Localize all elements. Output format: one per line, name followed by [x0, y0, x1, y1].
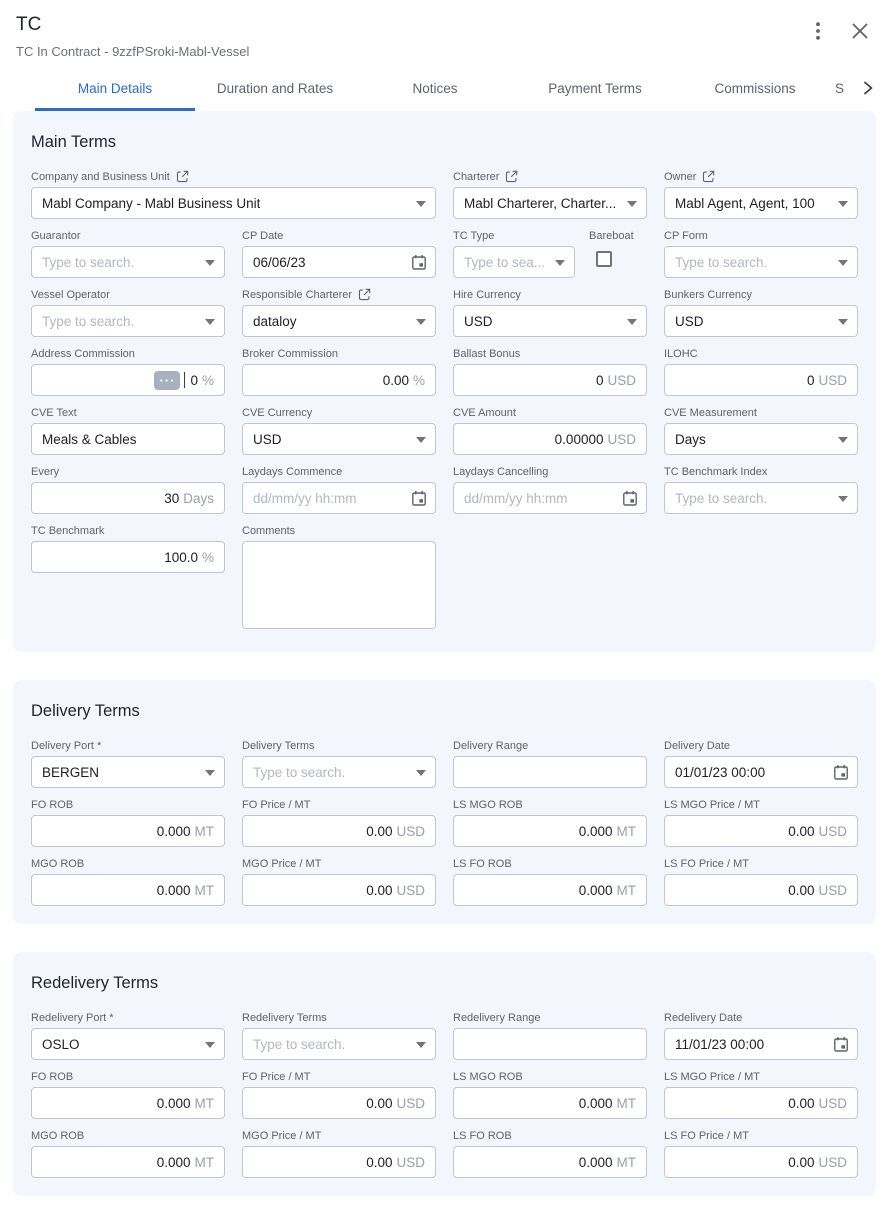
field-delivery-fo-rob — [31, 798, 225, 847]
address-commission-label: Address Commission — [31, 347, 135, 360]
fo-price-label: FO Price / MT — [242, 1070, 311, 1083]
cp-date-input[interactable]: 06/06/23 — [242, 246, 436, 278]
cve-amount-input[interactable]: 0.00000 USD — [453, 423, 647, 455]
delivery-range-label: Delivery Range — [453, 739, 529, 752]
field-delivery-date — [664, 739, 858, 788]
redelivery-mgo-rob-input[interactable]: 0.000 MT — [31, 1146, 225, 1178]
comments-label: Comments — [242, 524, 296, 537]
tc-benchmark-label: TC Benchmark — [31, 524, 105, 537]
fo-price-label: FO Price / MT — [242, 798, 311, 811]
ilohc-input[interactable]: 0 USD — [664, 364, 858, 396]
field-delivery-terms — [242, 739, 436, 788]
delivery-ls-mgo-rob-input[interactable]: 0.000 MT — [453, 815, 647, 847]
field-laydays-cancelling — [453, 465, 647, 514]
field-redelivery-ls-mgo-price — [664, 1070, 858, 1119]
chevron-down-icon — [627, 201, 637, 207]
field-delivery-ls-mgo-rob — [453, 798, 647, 847]
bunkers-currency-label: Bunkers Currency — [664, 288, 753, 301]
calendar-icon[interactable] — [622, 490, 638, 507]
field-redelivery-port — [31, 1011, 225, 1060]
field-company-and-business-unit — [31, 170, 436, 219]
cve-measurement-label: CVE Measurement — [664, 406, 757, 419]
broker-commission-label: Broker Commission — [242, 347, 338, 360]
field-hire-currency — [453, 288, 647, 337]
charterer-label: Charterer — [453, 170, 500, 183]
tab-overflow-partial[interactable]: S — [835, 81, 845, 96]
section-title-delivery-terms: Delivery Terms — [31, 702, 140, 720]
external-link-icon[interactable] — [358, 288, 371, 301]
redelivery-range-label: Redelivery Range — [453, 1011, 541, 1024]
kebab-menu-icon[interactable] — [805, 18, 831, 44]
chevron-down-icon — [838, 496, 848, 502]
delivery-ls-fo-rob-input[interactable]: 0.000 MT — [453, 874, 647, 906]
field-bunkers-currency — [664, 288, 858, 337]
chevron-down-icon — [627, 319, 637, 325]
chevron-down-icon — [416, 201, 426, 207]
redelivery-terms-label: Redelivery Terms — [242, 1011, 327, 1024]
field-redelivery-ls-fo-price — [664, 1129, 858, 1178]
tab-main-details[interactable]: Main Details — [35, 75, 195, 111]
field-redelivery-fo-price — [242, 1070, 436, 1119]
field-tc-benchmark-index — [664, 465, 858, 514]
field-vessel-operator — [31, 288, 225, 337]
redelivery-date-input[interactable]: 11/01/23 00:00 — [664, 1028, 858, 1060]
calendar-icon[interactable] — [833, 1036, 849, 1053]
fo-rob-label: FO ROB — [31, 1070, 74, 1083]
chevron-down-icon — [838, 437, 848, 443]
tc-benchmark-index-select[interactable]: Type to search. — [664, 482, 858, 514]
delivery-date-input[interactable]: 01/01/23 00:00 — [664, 756, 858, 788]
field-redelivery-mgo-price — [242, 1129, 436, 1178]
chevron-down-icon — [838, 319, 848, 325]
bareboat-label: Bareboat — [589, 229, 634, 242]
cve-measurement-select[interactable]: Days — [664, 423, 858, 455]
responsible-charterer-label: Responsible Charterer — [242, 288, 353, 301]
redelivery-fo-rob-input[interactable]: 0.000 MT — [31, 1087, 225, 1119]
field-redelivery-date — [664, 1011, 858, 1060]
cp-form-select[interactable]: Type to search. — [664, 246, 858, 278]
calendar-icon[interactable] — [833, 764, 849, 781]
delivery-range-input[interactable] — [453, 756, 647, 788]
field-ilohc — [664, 347, 858, 396]
tab-notices[interactable]: Notices — [412, 81, 458, 96]
chevron-down-icon — [205, 319, 215, 325]
field-cp-form — [664, 229, 858, 278]
tc-type-select[interactable]: Type to sea... — [453, 246, 575, 278]
bunkers-currency-select[interactable]: USD — [664, 305, 858, 337]
redelivery-ls-fo-rob-input[interactable]: 0.000 MT — [453, 1146, 647, 1178]
chevron-down-icon — [416, 437, 426, 443]
delivery-ls-mgo-price-input[interactable]: 0.00 USD — [664, 815, 858, 847]
ls-mgo-price-label: LS MGO Price / MT — [664, 798, 760, 811]
delivery-mgo-rob-input[interactable]: 0.000 MT — [31, 874, 225, 906]
company-select[interactable]: Mabl Company - Mabl Business Unit — [31, 187, 436, 219]
every-input[interactable]: 30 Days — [31, 482, 225, 514]
mgo-rob-label: MGO ROB — [31, 857, 85, 870]
vessel-operator-select[interactable]: Type to search. — [31, 305, 225, 337]
field-charterer — [453, 170, 647, 219]
delivery-ls-fo-price-input[interactable]: 0.00 USD — [664, 874, 858, 906]
tab-commissions[interactable]: Commissions — [714, 81, 796, 96]
field-redelivery-mgo-rob — [31, 1129, 225, 1178]
mgo-price-label: MGO Price / MT — [242, 1129, 322, 1142]
hire-currency-label: Hire Currency — [453, 288, 521, 301]
ls-fo-price-label: LS FO Price / MT — [664, 1129, 749, 1142]
chevron-down-icon — [205, 260, 215, 266]
cve-currency-select[interactable]: USD — [242, 423, 436, 455]
page-title: TC — [16, 14, 42, 35]
field-ballast-bonus — [453, 347, 647, 396]
section-title-main-terms: Main Terms — [31, 133, 116, 151]
fo-rob-label: FO ROB — [31, 798, 74, 811]
field-tc-type-and-bareboat — [453, 229, 647, 278]
selected-text-pill: ··· — [154, 371, 180, 390]
delivery-mgo-price-input[interactable]: 0.00 USD — [242, 874, 436, 906]
delivery-fo-price-input[interactable]: 0.00 USD — [242, 815, 436, 847]
cp-date-label: CP Date — [242, 229, 284, 242]
chevron-down-icon — [416, 770, 426, 776]
delivery-date-label: Delivery Date — [664, 739, 731, 752]
ls-fo-rob-label: LS FO ROB — [453, 857, 512, 870]
field-cve-text — [31, 406, 225, 455]
field-broker-commission — [242, 347, 436, 396]
ls-mgo-rob-label: LS MGO ROB — [453, 1070, 523, 1083]
field-comments — [242, 524, 436, 634]
laydays-cancelling-label: Laydays Cancelling — [453, 465, 549, 478]
ls-fo-rob-label: LS FO ROB — [453, 1129, 512, 1142]
redelivery-ls-fo-price-input[interactable]: 0.00 USD — [664, 1146, 858, 1178]
field-delivery-mgo-rob — [31, 857, 225, 906]
field-laydays-commence — [242, 465, 436, 514]
redelivery-ls-mgo-price-input[interactable]: 0.00 USD — [664, 1087, 858, 1119]
redelivery-range-input[interactable] — [453, 1028, 647, 1060]
redelivery-date-label: Redelivery Date — [664, 1011, 743, 1024]
field-delivery-ls-fo-rob — [453, 857, 647, 906]
tc-type-label: TC Type — [453, 229, 495, 242]
cp-form-label: CP Form — [664, 229, 708, 242]
company-label: Company and Business Unit — [31, 170, 170, 183]
responsible-charterer-select[interactable]: dataloy — [242, 305, 436, 337]
chevron-down-icon — [838, 260, 848, 266]
charterer-select[interactable]: Mabl Charterer, Charter... — [453, 187, 647, 219]
field-redelivery-ls-fo-rob — [453, 1129, 647, 1178]
page-subtitle: TC In Contract - 9zzfPSroki-Mabl-Vessel — [16, 44, 250, 59]
section-delivery-terms — [13, 680, 876, 924]
field-tc-type — [453, 229, 575, 278]
tc-benchmark-index-label: TC Benchmark Index — [664, 465, 768, 478]
field-delivery-mgo-price — [242, 857, 436, 906]
cve-text-input[interactable]: Meals & Cables — [31, 423, 225, 455]
tab-duration-and-rates[interactable]: Duration and Rates — [216, 81, 334, 96]
owner-label: Owner — [664, 170, 697, 183]
external-link-icon[interactable] — [176, 170, 189, 183]
laydays-commence-input[interactable]: dd/mm/yy hh:mm — [242, 482, 436, 514]
laydays-commence-label: Laydays Commence — [242, 465, 343, 478]
delivery-port-select[interactable]: BERGEN — [31, 756, 225, 788]
field-delivery-ls-mgo-price — [664, 798, 858, 847]
dialog-header — [0, 0, 889, 59]
mgo-rob-label: MGO ROB — [31, 1129, 85, 1142]
owner-select[interactable]: Mabl Agent, Agent, 100 — [664, 187, 858, 219]
tab-payment-terms[interactable]: Payment Terms — [548, 81, 642, 96]
ls-mgo-price-label: LS MGO Price / MT — [664, 1070, 760, 1083]
tab-bar — [35, 75, 889, 111]
vessel-operator-label: Vessel Operator — [31, 288, 110, 301]
field-delivery-port — [31, 739, 225, 788]
redelivery-port-label: Redelivery Port * — [31, 1011, 114, 1024]
section-redelivery-terms — [13, 952, 876, 1196]
redelivery-terms-select[interactable]: Type to search. — [242, 1028, 436, 1060]
external-link-icon[interactable] — [702, 170, 715, 183]
chevron-down-icon — [838, 201, 848, 207]
laydays-cancelling-input[interactable]: dd/mm/yy hh:mm — [453, 482, 647, 514]
delivery-terms-select[interactable]: Type to search. — [242, 756, 436, 788]
field-redelivery-range — [453, 1011, 647, 1060]
field-cve-amount — [453, 406, 647, 455]
mgo-price-label: MGO Price / MT — [242, 857, 322, 870]
ls-fo-price-label: LS FO Price / MT — [664, 857, 749, 870]
hire-currency-select[interactable]: USD — [453, 305, 647, 337]
header-actions — [805, 18, 873, 44]
delivery-terms-label: Delivery Terms — [242, 739, 315, 752]
chevron-right-icon[interactable] — [855, 75, 881, 101]
field-redelivery-ls-mgo-rob — [453, 1070, 647, 1119]
chevron-down-icon — [416, 319, 426, 325]
field-cve-currency — [242, 406, 436, 455]
ilohc-label: ILOHC — [664, 347, 698, 360]
ls-mgo-rob-label: LS MGO ROB — [453, 798, 523, 811]
field-guarantor — [31, 229, 225, 278]
ballast-bonus-label: Ballast Bonus — [453, 347, 521, 360]
every-label: Every — [31, 465, 60, 478]
chevron-down-icon — [416, 1042, 426, 1048]
calendar-icon[interactable] — [411, 490, 427, 507]
redelivery-fo-price-input[interactable]: 0.00 USD — [242, 1087, 436, 1119]
field-bareboat — [589, 229, 647, 278]
tc-benchmark-input[interactable]: 100.0 % — [31, 541, 225, 573]
cve-currency-label: CVE Currency — [242, 406, 313, 419]
bareboat-checkbox[interactable] — [596, 251, 612, 267]
guarantor-select[interactable]: Type to search. — [31, 246, 225, 278]
field-delivery-range — [453, 739, 647, 788]
delivery-port-label: Delivery Port * — [31, 739, 102, 752]
field-redelivery-terms — [242, 1011, 436, 1060]
text-cursor — [184, 372, 185, 388]
field-responsible-charterer — [242, 288, 436, 337]
field-every — [31, 465, 225, 514]
external-link-icon[interactable] — [505, 170, 518, 183]
chevron-down-icon — [205, 770, 215, 776]
field-redelivery-fo-rob — [31, 1070, 225, 1119]
field-address-commission — [31, 347, 225, 396]
redelivery-ls-mgo-rob-input[interactable]: 0.000 MT — [453, 1087, 647, 1119]
field-delivery-fo-price — [242, 798, 436, 847]
chevron-down-icon — [555, 260, 565, 266]
delivery-fo-rob-input[interactable]: 0.000 MT — [31, 815, 225, 847]
field-cp-date — [242, 229, 436, 278]
field-tc-benchmark — [31, 524, 225, 634]
redelivery-port-select[interactable]: OSLO — [31, 1028, 225, 1060]
comments-textarea[interactable] — [242, 541, 436, 629]
field-delivery-ls-fo-price — [664, 857, 858, 906]
cve-amount-label: CVE Amount — [453, 406, 516, 419]
broker-commission-input[interactable]: 0.00 % — [242, 364, 436, 396]
close-icon[interactable] — [847, 18, 873, 44]
guarantor-label: Guarantor — [31, 229, 81, 242]
section-title-redelivery-terms: Redelivery Terms — [31, 974, 159, 992]
address-commission-input[interactable]: ··· 0 % — [31, 364, 225, 396]
ballast-bonus-input[interactable]: 0 USD — [453, 364, 647, 396]
chevron-down-icon — [205, 1042, 215, 1048]
field-cve-measurement — [664, 406, 858, 455]
field-owner — [664, 170, 858, 219]
section-main-terms — [13, 111, 876, 652]
calendar-icon[interactable] — [411, 254, 427, 271]
redelivery-mgo-price-input[interactable]: 0.00 USD — [242, 1146, 436, 1178]
cve-text-label: CVE Text — [31, 406, 77, 419]
